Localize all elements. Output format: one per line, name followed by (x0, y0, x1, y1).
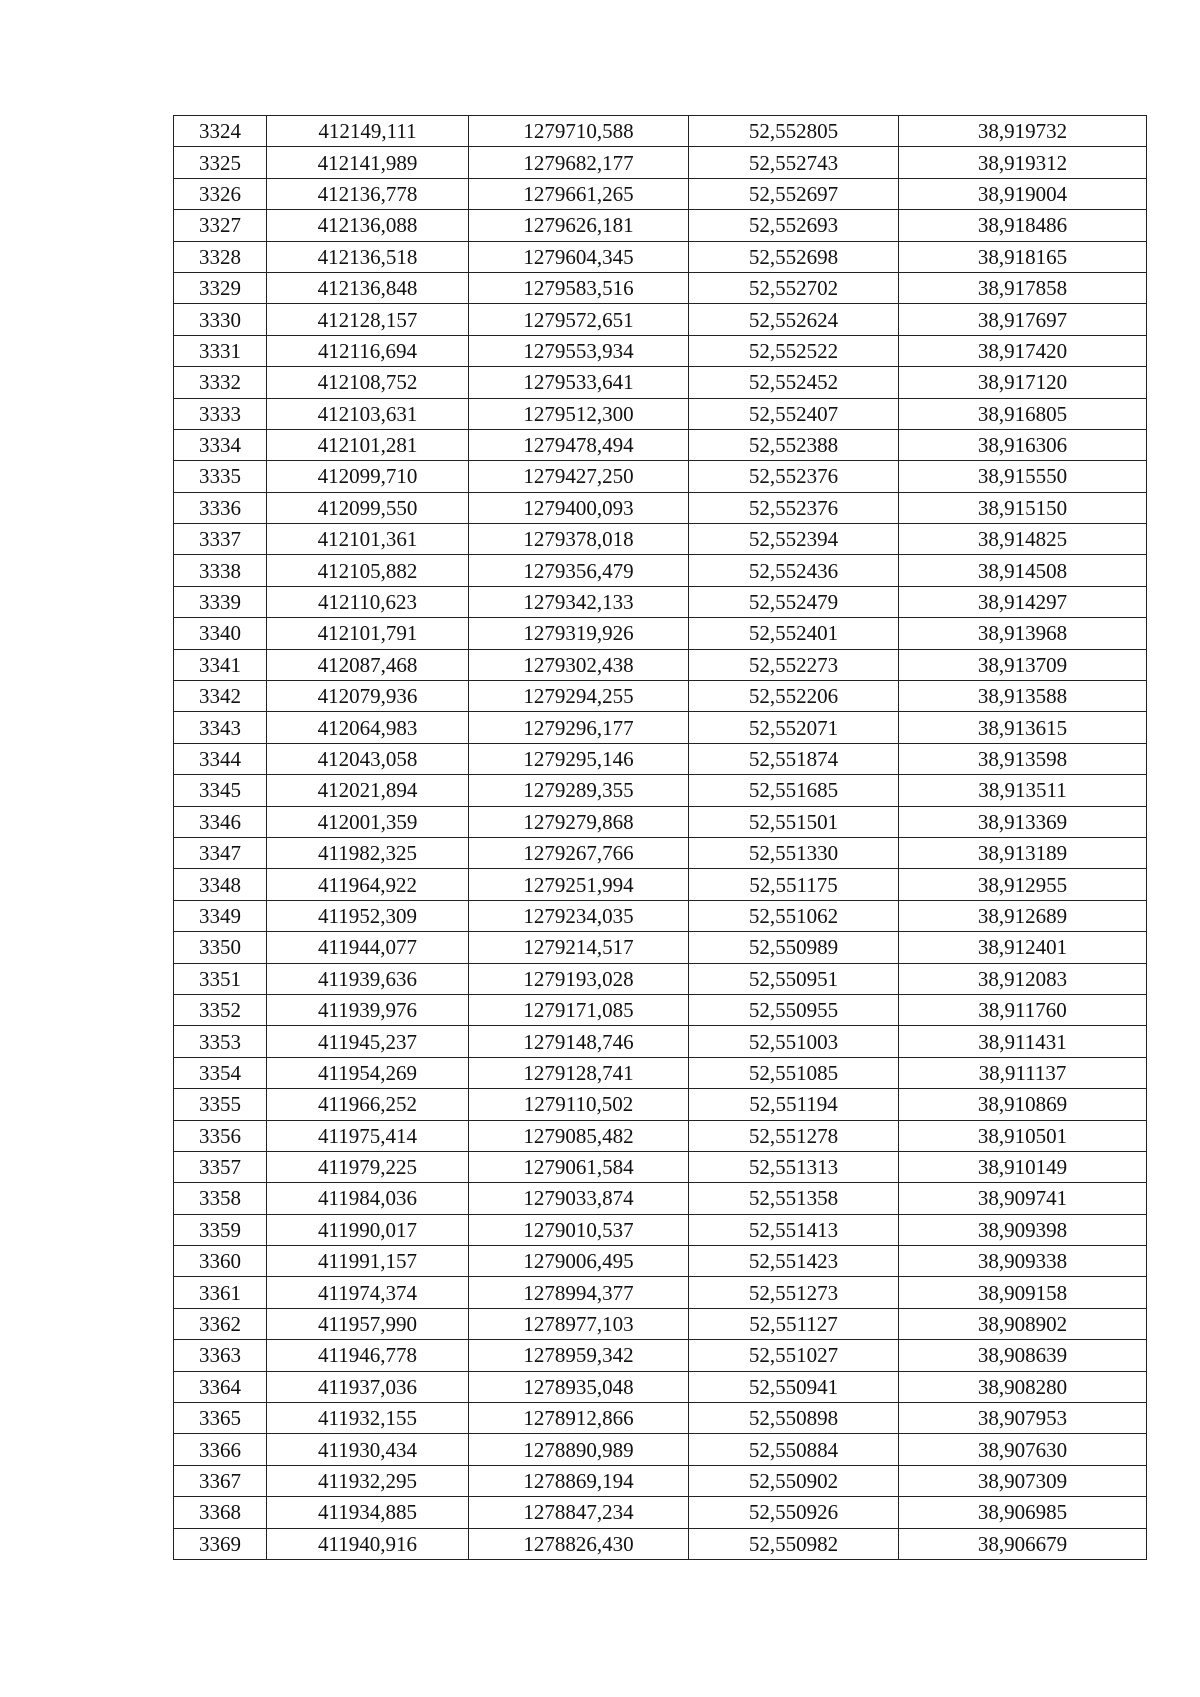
table-row (174, 1120, 1147, 1151)
x-coordinate-cell: 412099,710 (267, 461, 469, 492)
latitude-cell: 52,552452 (689, 367, 899, 398)
x-coordinate-cell: 411957,990 (267, 1308, 469, 1339)
x-coordinate-cell: 411939,976 (267, 994, 469, 1025)
longitude-cell: 38,915150 (899, 492, 1147, 523)
latitude-cell: 52,550926 (689, 1497, 899, 1528)
latitude-cell: 52,552743 (689, 147, 899, 178)
point-number-cell: 3325 (174, 147, 267, 178)
y-coordinate-cell: 1279378,018 (469, 524, 689, 555)
point-number-cell: 3361 (174, 1277, 267, 1308)
point-number-cell: 3337 (174, 524, 267, 555)
table-row (174, 210, 1147, 241)
point-number-cell: 3349 (174, 900, 267, 931)
x-coordinate-cell: 412103,631 (267, 398, 469, 429)
y-coordinate-cell: 1278959,342 (469, 1340, 689, 1371)
y-coordinate-cell: 1279356,479 (469, 555, 689, 586)
y-coordinate-cell: 1279010,537 (469, 1214, 689, 1245)
longitude-cell: 38,912401 (899, 932, 1147, 963)
longitude-cell: 38,913588 (899, 681, 1147, 712)
point-number-cell: 3362 (174, 1308, 267, 1339)
latitude-cell: 52,551685 (689, 775, 899, 806)
longitude-cell: 38,909338 (899, 1246, 1147, 1277)
y-coordinate-cell: 1279604,345 (469, 241, 689, 272)
latitude-cell: 52,551278 (689, 1120, 899, 1151)
longitude-cell: 38,913511 (899, 775, 1147, 806)
point-number-cell: 3367 (174, 1465, 267, 1496)
latitude-cell: 52,551874 (689, 743, 899, 774)
point-number-cell: 3334 (174, 429, 267, 460)
x-coordinate-cell: 411954,269 (267, 1057, 469, 1088)
y-coordinate-cell: 1279512,300 (469, 398, 689, 429)
point-number-cell: 3365 (174, 1403, 267, 1434)
longitude-cell: 38,907630 (899, 1434, 1147, 1465)
latitude-cell: 52,552522 (689, 335, 899, 366)
x-coordinate-cell: 412099,550 (267, 492, 469, 523)
table-row (174, 1308, 1147, 1339)
point-number-cell: 3350 (174, 932, 267, 963)
x-coordinate-cell: 412101,791 (267, 618, 469, 649)
table-row (174, 429, 1147, 460)
y-coordinate-cell: 1279279,868 (469, 806, 689, 837)
table-row (174, 178, 1147, 209)
table-row (174, 837, 1147, 868)
point-number-cell: 3335 (174, 461, 267, 492)
y-coordinate-cell: 1279085,482 (469, 1120, 689, 1151)
y-coordinate-cell: 1279171,085 (469, 994, 689, 1025)
x-coordinate-cell: 411974,374 (267, 1277, 469, 1308)
table-row (174, 775, 1147, 806)
point-number-cell: 3345 (174, 775, 267, 806)
y-coordinate-cell: 1278890,989 (469, 1434, 689, 1465)
x-coordinate-cell: 412110,623 (267, 586, 469, 617)
latitude-cell: 52,551330 (689, 837, 899, 868)
point-number-cell: 3346 (174, 806, 267, 837)
latitude-cell: 52,552376 (689, 461, 899, 492)
longitude-cell: 38,907953 (899, 1403, 1147, 1434)
x-coordinate-cell: 412087,468 (267, 649, 469, 680)
point-number-cell: 3353 (174, 1026, 267, 1057)
point-number-cell: 3368 (174, 1497, 267, 1528)
latitude-cell: 52,551423 (689, 1246, 899, 1277)
point-number-cell: 3336 (174, 492, 267, 523)
x-coordinate-cell: 411975,414 (267, 1120, 469, 1151)
table-row (174, 1465, 1147, 1496)
x-coordinate-cell: 412141,989 (267, 147, 469, 178)
x-coordinate-cell: 411966,252 (267, 1089, 469, 1120)
x-coordinate-cell: 411944,077 (267, 932, 469, 963)
point-number-cell: 3352 (174, 994, 267, 1025)
latitude-cell: 52,550941 (689, 1371, 899, 1402)
longitude-cell: 38,916306 (899, 429, 1147, 460)
longitude-cell: 38,914508 (899, 555, 1147, 586)
y-coordinate-cell: 1279251,994 (469, 869, 689, 900)
point-number-cell: 3339 (174, 586, 267, 617)
longitude-cell: 38,908280 (899, 1371, 1147, 1402)
longitude-cell: 38,909741 (899, 1183, 1147, 1214)
y-coordinate-cell: 1279006,495 (469, 1246, 689, 1277)
coordinate-table (173, 115, 1147, 1560)
table-row (174, 806, 1147, 837)
x-coordinate-cell: 411982,325 (267, 837, 469, 868)
point-number-cell: 3343 (174, 712, 267, 743)
y-coordinate-cell: 1279302,438 (469, 649, 689, 680)
latitude-cell: 52,552388 (689, 429, 899, 460)
longitude-cell: 38,912083 (899, 963, 1147, 994)
latitude-cell: 52,551313 (689, 1151, 899, 1182)
latitude-cell: 52,552273 (689, 649, 899, 680)
table-row (174, 1434, 1147, 1465)
table-row (174, 586, 1147, 617)
latitude-cell: 52,550982 (689, 1528, 899, 1559)
y-coordinate-cell: 1279710,588 (469, 116, 689, 147)
y-coordinate-cell: 1278912,866 (469, 1403, 689, 1434)
latitude-cell: 52,551358 (689, 1183, 899, 1214)
table-row (174, 1026, 1147, 1057)
latitude-cell: 52,552697 (689, 178, 899, 209)
point-number-cell: 3347 (174, 837, 267, 868)
point-number-cell: 3363 (174, 1340, 267, 1371)
point-number-cell: 3326 (174, 178, 267, 209)
table-row (174, 900, 1147, 931)
coordinate-table-body (174, 116, 1147, 1560)
latitude-cell: 52,552624 (689, 304, 899, 335)
table-row (174, 1371, 1147, 1402)
x-coordinate-cell: 411930,434 (267, 1434, 469, 1465)
longitude-cell: 38,913968 (899, 618, 1147, 649)
x-coordinate-cell: 412149,111 (267, 116, 469, 147)
x-coordinate-cell: 411940,916 (267, 1528, 469, 1559)
latitude-cell: 52,551003 (689, 1026, 899, 1057)
point-number-cell: 3341 (174, 649, 267, 680)
longitude-cell: 38,918165 (899, 241, 1147, 272)
latitude-cell: 52,552206 (689, 681, 899, 712)
latitude-cell: 52,552479 (689, 586, 899, 617)
longitude-cell: 38,907309 (899, 1465, 1147, 1496)
x-coordinate-cell: 412043,058 (267, 743, 469, 774)
x-coordinate-cell: 412105,882 (267, 555, 469, 586)
longitude-cell: 38,915550 (899, 461, 1147, 492)
table-row (174, 555, 1147, 586)
longitude-cell: 38,908639 (899, 1340, 1147, 1371)
longitude-cell: 38,906985 (899, 1497, 1147, 1528)
longitude-cell: 38,914825 (899, 524, 1147, 555)
point-number-cell: 3360 (174, 1246, 267, 1277)
x-coordinate-cell: 412136,848 (267, 272, 469, 303)
y-coordinate-cell: 1278935,048 (469, 1371, 689, 1402)
y-coordinate-cell: 1278826,430 (469, 1528, 689, 1559)
latitude-cell: 52,550884 (689, 1434, 899, 1465)
latitude-cell: 52,550951 (689, 963, 899, 994)
point-number-cell: 3332 (174, 367, 267, 398)
latitude-cell: 52,551085 (689, 1057, 899, 1088)
y-coordinate-cell: 1279553,934 (469, 335, 689, 366)
y-coordinate-cell: 1279400,093 (469, 492, 689, 523)
table-row (174, 1528, 1147, 1559)
y-coordinate-cell: 1279234,035 (469, 900, 689, 931)
latitude-cell: 52,552401 (689, 618, 899, 649)
longitude-cell: 38,906679 (899, 1528, 1147, 1559)
y-coordinate-cell: 1279319,926 (469, 618, 689, 649)
table-row (174, 398, 1147, 429)
x-coordinate-cell: 412128,157 (267, 304, 469, 335)
y-coordinate-cell: 1279427,250 (469, 461, 689, 492)
table-row (174, 932, 1147, 963)
point-number-cell: 3338 (174, 555, 267, 586)
longitude-cell: 38,911760 (899, 994, 1147, 1025)
y-coordinate-cell: 1279193,028 (469, 963, 689, 994)
y-coordinate-cell: 1279682,177 (469, 147, 689, 178)
point-number-cell: 3359 (174, 1214, 267, 1245)
y-coordinate-cell: 1279296,177 (469, 712, 689, 743)
point-number-cell: 3327 (174, 210, 267, 241)
y-coordinate-cell: 1279110,502 (469, 1089, 689, 1120)
table-row (174, 963, 1147, 994)
longitude-cell: 38,913189 (899, 837, 1147, 868)
y-coordinate-cell: 1279342,133 (469, 586, 689, 617)
y-coordinate-cell: 1279148,746 (469, 1026, 689, 1057)
y-coordinate-cell: 1278869,194 (469, 1465, 689, 1496)
y-coordinate-cell: 1279289,355 (469, 775, 689, 806)
x-coordinate-cell: 412064,983 (267, 712, 469, 743)
x-coordinate-cell: 411939,636 (267, 963, 469, 994)
x-coordinate-cell: 411984,036 (267, 1183, 469, 1214)
longitude-cell: 38,912689 (899, 900, 1147, 931)
latitude-cell: 52,551027 (689, 1340, 899, 1371)
y-coordinate-cell: 1278977,103 (469, 1308, 689, 1339)
longitude-cell: 38,917420 (899, 335, 1147, 366)
point-number-cell: 3342 (174, 681, 267, 712)
x-coordinate-cell: 411946,778 (267, 1340, 469, 1371)
latitude-cell: 52,552805 (689, 116, 899, 147)
longitude-cell: 38,911137 (899, 1057, 1147, 1088)
table-row (174, 241, 1147, 272)
longitude-cell: 38,910869 (899, 1089, 1147, 1120)
longitude-cell: 38,910501 (899, 1120, 1147, 1151)
y-coordinate-cell: 1279033,874 (469, 1183, 689, 1214)
x-coordinate-cell: 412116,694 (267, 335, 469, 366)
table-row (174, 461, 1147, 492)
y-coordinate-cell: 1278847,234 (469, 1497, 689, 1528)
table-row (174, 1151, 1147, 1182)
y-coordinate-cell: 1279572,651 (469, 304, 689, 335)
longitude-cell: 38,913709 (899, 649, 1147, 680)
y-coordinate-cell: 1279061,584 (469, 1151, 689, 1182)
latitude-cell: 52,552698 (689, 241, 899, 272)
x-coordinate-cell: 411932,295 (267, 1465, 469, 1496)
point-number-cell: 3324 (174, 116, 267, 147)
y-coordinate-cell: 1279128,741 (469, 1057, 689, 1088)
point-number-cell: 3344 (174, 743, 267, 774)
y-coordinate-cell: 1279661,265 (469, 178, 689, 209)
latitude-cell: 52,552693 (689, 210, 899, 241)
x-coordinate-cell: 412079,936 (267, 681, 469, 712)
longitude-cell: 38,919004 (899, 178, 1147, 209)
table-row (174, 367, 1147, 398)
table-row (174, 681, 1147, 712)
latitude-cell: 52,551062 (689, 900, 899, 931)
x-coordinate-cell: 411934,885 (267, 1497, 469, 1528)
point-number-cell: 3355 (174, 1089, 267, 1120)
longitude-cell: 38,910149 (899, 1151, 1147, 1182)
point-number-cell: 3348 (174, 869, 267, 900)
longitude-cell: 38,913615 (899, 712, 1147, 743)
table-row (174, 712, 1147, 743)
point-number-cell: 3356 (174, 1120, 267, 1151)
longitude-cell: 38,919732 (899, 116, 1147, 147)
y-coordinate-cell: 1279626,181 (469, 210, 689, 241)
table-row (174, 743, 1147, 774)
y-coordinate-cell: 1279533,641 (469, 367, 689, 398)
latitude-cell: 52,550898 (689, 1403, 899, 1434)
x-coordinate-cell: 412108,752 (267, 367, 469, 398)
y-coordinate-cell: 1279478,494 (469, 429, 689, 460)
point-number-cell: 3364 (174, 1371, 267, 1402)
longitude-cell: 38,912955 (899, 869, 1147, 900)
latitude-cell: 52,552376 (689, 492, 899, 523)
x-coordinate-cell: 412101,361 (267, 524, 469, 555)
point-number-cell: 3369 (174, 1528, 267, 1559)
y-coordinate-cell: 1278994,377 (469, 1277, 689, 1308)
x-coordinate-cell: 411945,237 (267, 1026, 469, 1057)
point-number-cell: 3330 (174, 304, 267, 335)
longitude-cell: 38,908902 (899, 1308, 1147, 1339)
longitude-cell: 38,913598 (899, 743, 1147, 774)
x-coordinate-cell: 412101,281 (267, 429, 469, 460)
point-number-cell: 3340 (174, 618, 267, 649)
table-row (174, 304, 1147, 335)
table-row (174, 1497, 1147, 1528)
table-row (174, 1183, 1147, 1214)
table-row (174, 272, 1147, 303)
table-row (174, 618, 1147, 649)
x-coordinate-cell: 412136,518 (267, 241, 469, 272)
latitude-cell: 52,551413 (689, 1214, 899, 1245)
longitude-cell: 38,919312 (899, 147, 1147, 178)
longitude-cell: 38,916805 (899, 398, 1147, 429)
x-coordinate-cell: 411932,155 (267, 1403, 469, 1434)
x-coordinate-cell: 411952,309 (267, 900, 469, 931)
table-row (174, 492, 1147, 523)
table-row (174, 147, 1147, 178)
x-coordinate-cell: 412001,359 (267, 806, 469, 837)
longitude-cell: 38,918486 (899, 210, 1147, 241)
longitude-cell: 38,917697 (899, 304, 1147, 335)
latitude-cell: 52,552407 (689, 398, 899, 429)
latitude-cell: 52,552436 (689, 555, 899, 586)
longitude-cell: 38,911431 (899, 1026, 1147, 1057)
coordinate-table-page (173, 115, 1146, 1560)
longitude-cell: 38,909398 (899, 1214, 1147, 1245)
latitude-cell: 52,552071 (689, 712, 899, 743)
table-row (174, 1403, 1147, 1434)
x-coordinate-cell: 411964,922 (267, 869, 469, 900)
latitude-cell: 52,551273 (689, 1277, 899, 1308)
point-number-cell: 3328 (174, 241, 267, 272)
latitude-cell: 52,552394 (689, 524, 899, 555)
y-coordinate-cell: 1279583,516 (469, 272, 689, 303)
table-row (174, 1277, 1147, 1308)
latitude-cell: 52,550902 (689, 1465, 899, 1496)
point-number-cell: 3357 (174, 1151, 267, 1182)
x-coordinate-cell: 411979,225 (267, 1151, 469, 1182)
table-row (174, 1246, 1147, 1277)
table-row (174, 335, 1147, 366)
longitude-cell: 38,917120 (899, 367, 1147, 398)
x-coordinate-cell: 412136,088 (267, 210, 469, 241)
latitude-cell: 52,551194 (689, 1089, 899, 1120)
table-row (174, 1089, 1147, 1120)
point-number-cell: 3331 (174, 335, 267, 366)
latitude-cell: 52,551175 (689, 869, 899, 900)
point-number-cell: 3329 (174, 272, 267, 303)
table-row (174, 524, 1147, 555)
table-row (174, 649, 1147, 680)
table-row (174, 1057, 1147, 1088)
latitude-cell: 52,552702 (689, 272, 899, 303)
longitude-cell: 38,913369 (899, 806, 1147, 837)
y-coordinate-cell: 1279214,517 (469, 932, 689, 963)
y-coordinate-cell: 1279267,766 (469, 837, 689, 868)
y-coordinate-cell: 1279294,255 (469, 681, 689, 712)
latitude-cell: 52,551127 (689, 1308, 899, 1339)
y-coordinate-cell: 1279295,146 (469, 743, 689, 774)
table-row (174, 1214, 1147, 1245)
longitude-cell: 38,917858 (899, 272, 1147, 303)
longitude-cell: 38,914297 (899, 586, 1147, 617)
point-number-cell: 3351 (174, 963, 267, 994)
point-number-cell: 3366 (174, 1434, 267, 1465)
x-coordinate-cell: 411990,017 (267, 1214, 469, 1245)
table-row (174, 994, 1147, 1025)
point-number-cell: 3358 (174, 1183, 267, 1214)
longitude-cell: 38,909158 (899, 1277, 1147, 1308)
x-coordinate-cell: 411937,036 (267, 1371, 469, 1402)
table-row (174, 116, 1147, 147)
table-row (174, 1340, 1147, 1371)
x-coordinate-cell: 412136,778 (267, 178, 469, 209)
point-number-cell: 3354 (174, 1057, 267, 1088)
latitude-cell: 52,550955 (689, 994, 899, 1025)
x-coordinate-cell: 411991,157 (267, 1246, 469, 1277)
latitude-cell: 52,551501 (689, 806, 899, 837)
latitude-cell: 52,550989 (689, 932, 899, 963)
table-row (174, 869, 1147, 900)
point-number-cell: 3333 (174, 398, 267, 429)
x-coordinate-cell: 412021,894 (267, 775, 469, 806)
